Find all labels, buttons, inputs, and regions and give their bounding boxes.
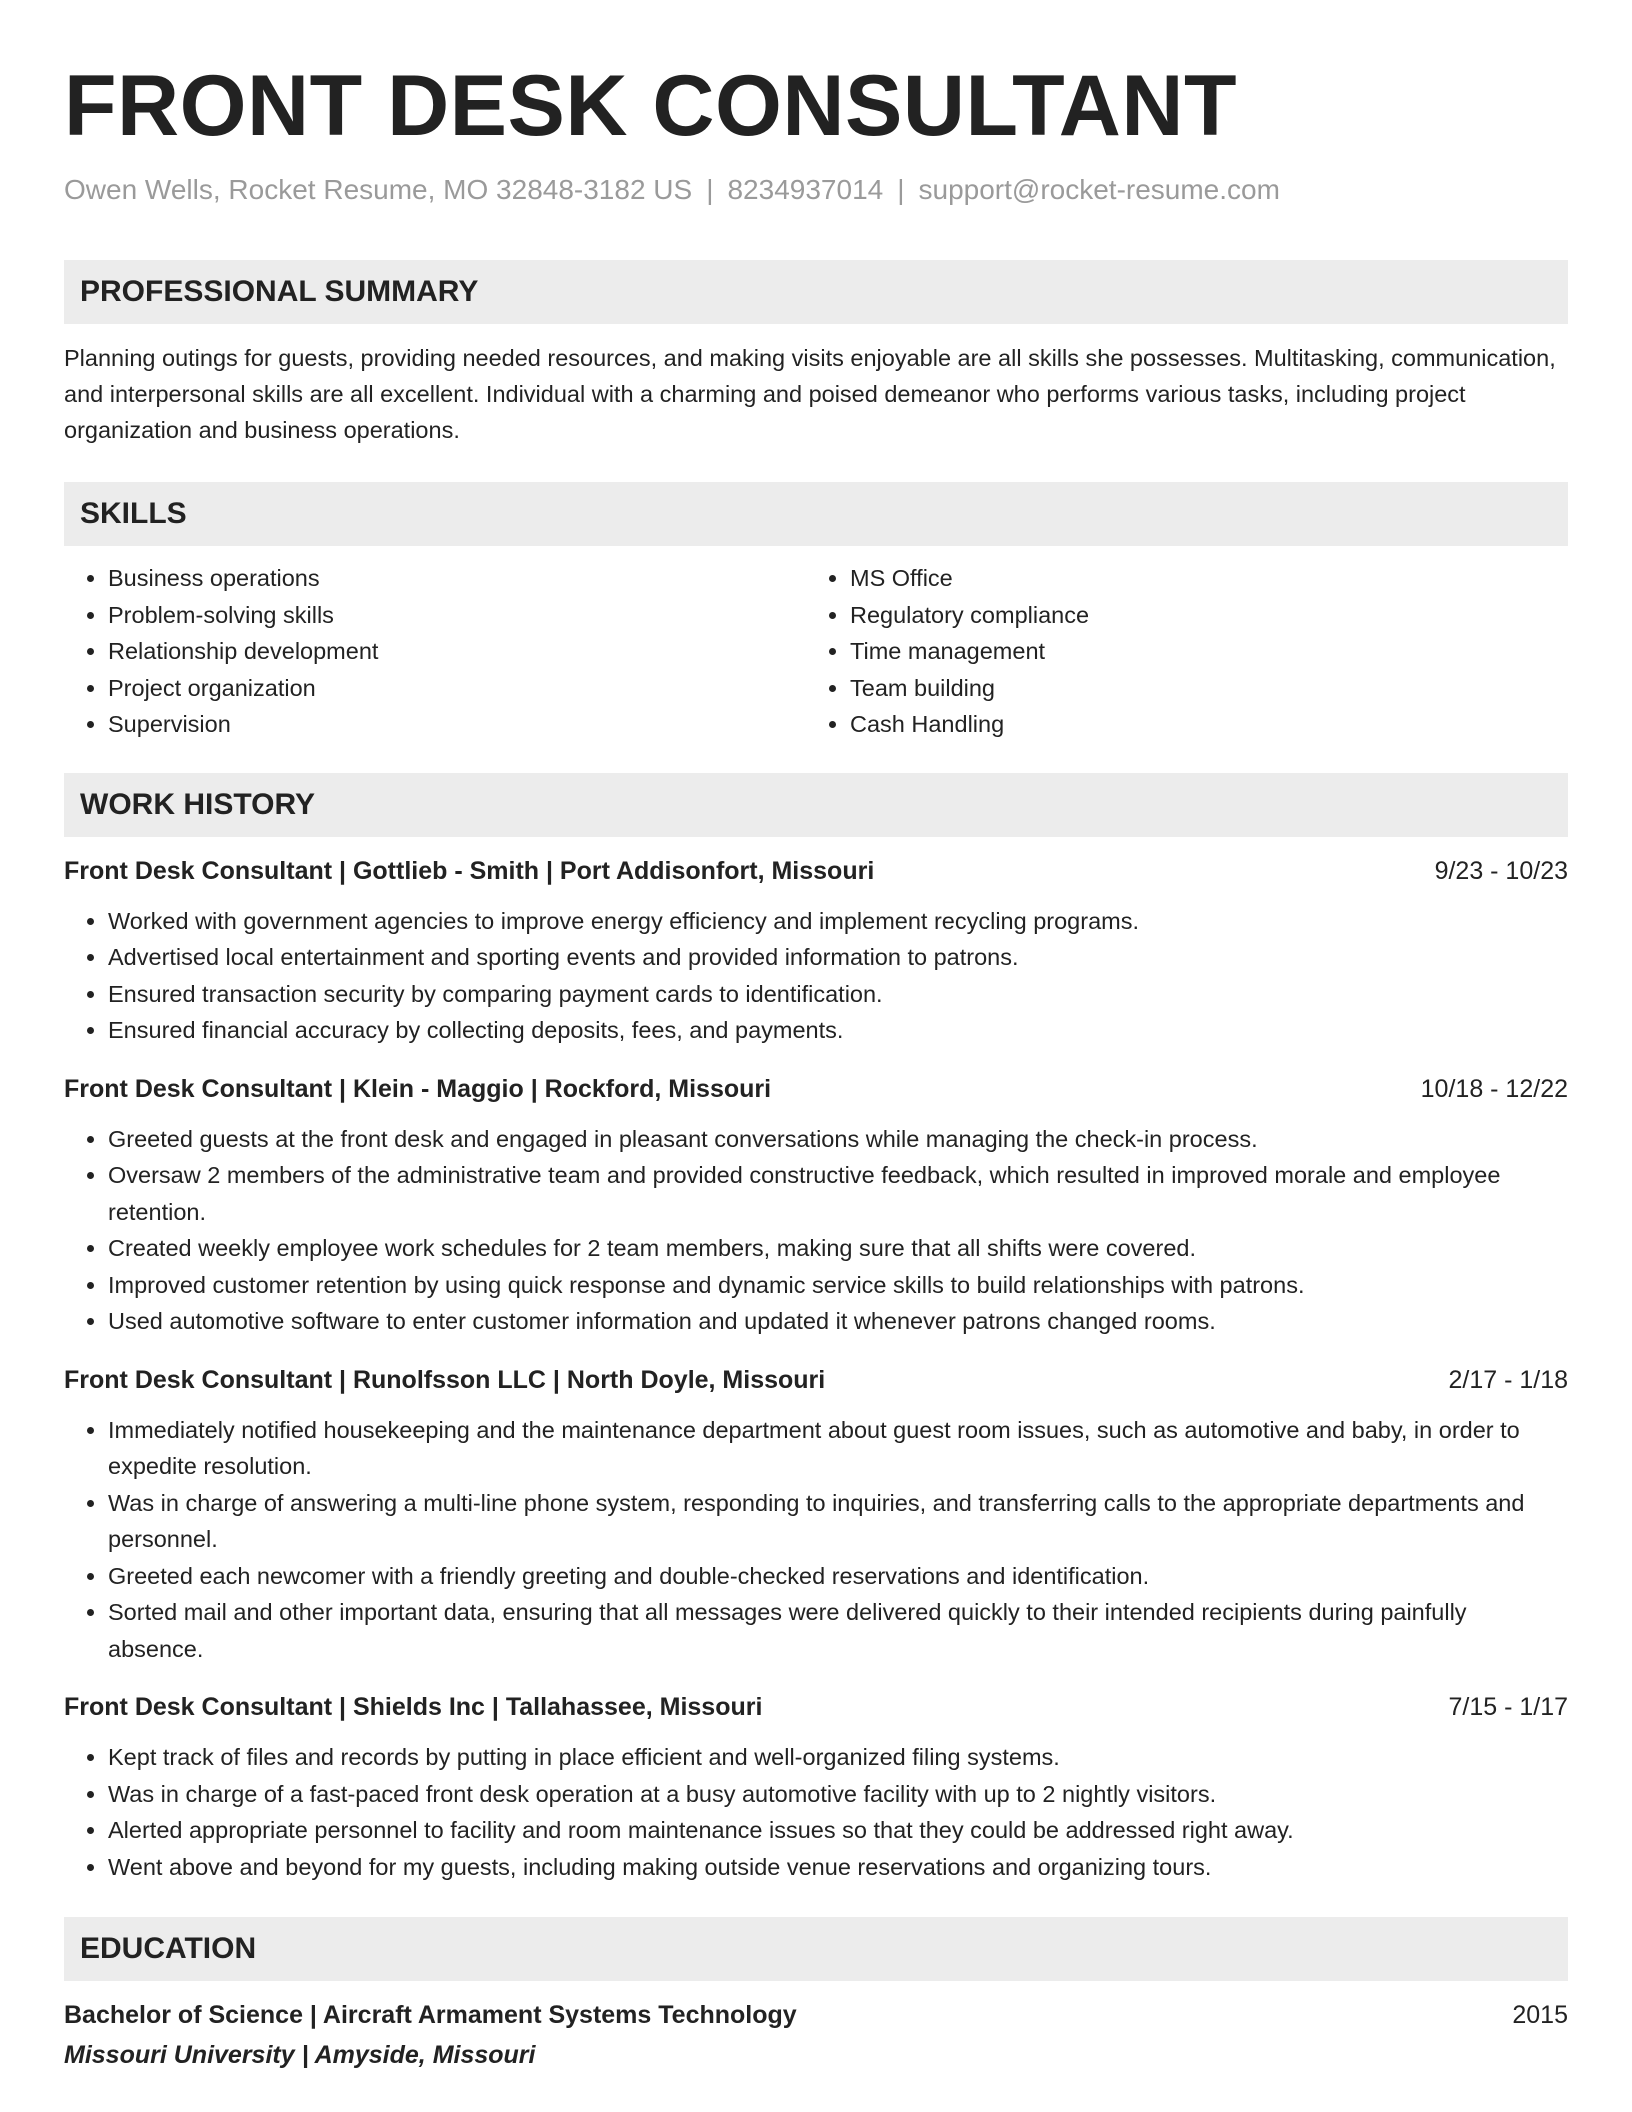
job-title-line: Front Desk Consultant | Shields Inc | Tallahassee, Missouri <box>64 1693 763 1721</box>
contact-separator: | <box>706 174 714 205</box>
education-school-line: Missouri University | Amyside, Missouri <box>64 2041 536 2069</box>
section-header-work-history: WORK HISTORY <box>64 773 1568 837</box>
job-dates: 9/23 - 10/23 <box>1434 856 1568 885</box>
job-title-line: Front Desk Consultant | Gottlieb - Smith | Port Addisonfort, Missouri <box>64 856 875 885</box>
job-bullet: • Oversaw 2 members of the administrative team and provided constructive feedback, which resulted in improved morale and employee retention. <box>108 1157 1568 1230</box>
job-bullet: • Immediately notified housekeeping and the maintenance department about guest room issues, such as automotive and baby, in order to expedite resolution. <box>108 1412 1568 1485</box>
job-heading <box>64 1360 1568 1400</box>
job-bullet: • Ensured financial accuracy by collecting deposits, fees, and payments. <box>108 1012 1568 1049</box>
resume-title: FRONT DESK CONSULTANT <box>64 58 1238 154</box>
contact-email: support@rocket-resume.com <box>918 174 1280 205</box>
job-bullets <box>64 1739 1568 1885</box>
job-bullets <box>64 903 1568 1049</box>
job-entry <box>64 1069 1568 1340</box>
education-degree-line: Bachelor of Science | Aircraft Armament Systems Technology <box>64 2001 797 2029</box>
job-heading <box>64 1687 1568 1727</box>
contact-address: Owen Wells, Rocket Resume, MO 32848-3182 US <box>64 174 693 205</box>
skill-item: • Time management <box>850 633 1548 670</box>
skill-item: • Problem-solving skills <box>108 597 806 634</box>
section-header-skills: SKILLS <box>64 482 1568 546</box>
contact-separator: | <box>897 174 905 205</box>
job-dates: 7/15 - 1/17 <box>1448 1693 1568 1721</box>
skill-item: • Relationship development <box>108 633 806 670</box>
job-bullet: • Greeted each newcomer with a friendly greeting and double-checked reservations and identification. <box>108 1558 1568 1595</box>
skills-list-left <box>64 560 806 743</box>
job-bullets <box>64 1412 1568 1668</box>
education-year: 2015 <box>1512 2001 1568 2029</box>
job-bullet: • Advertised local entertainment and sporting events and provided information to patrons. <box>108 939 1568 976</box>
job-bullet: • Alerted appropriate personnel to facility and room maintenance issues so that they could be addressed right away. <box>108 1812 1568 1849</box>
job-bullet: • Worked with government agencies to improve energy efficiency and implement recycling programs. <box>108 903 1568 940</box>
job-bullet: • Greeted guests at the front desk and engaged in pleasant conversations while managing the check-in process. <box>108 1121 1568 1158</box>
skill-item: • MS Office <box>850 560 1548 597</box>
job-entry <box>64 1687 1568 1885</box>
skills-list-right <box>806 560 1548 743</box>
job-entry <box>64 851 1568 1049</box>
skill-item: • Project organization <box>108 670 806 707</box>
skill-item: • Business operations <box>108 560 806 597</box>
job-bullet: • Was in charge of answering a multi-line phone system, responding to inquiries, and transferring calls to the appropriate departments and personnel. <box>108 1485 1568 1558</box>
education-heading <box>64 1995 1568 2035</box>
job-bullet: • Used automotive software to enter customer information and updated it whenever patrons changed rooms. <box>108 1303 1568 1340</box>
job-bullets <box>64 1121 1568 1340</box>
job-title-line: Front Desk Consultant | Klein - Maggio | Rockford, Missouri <box>64 1074 772 1103</box>
contact-phone: 8234937014 <box>727 174 884 205</box>
section-header-education: EDUCATION <box>64 1917 1568 1981</box>
section-header-summary: PROFESSIONAL SUMMARY <box>64 260 1568 324</box>
skill-item: • Regulatory compliance <box>850 597 1548 634</box>
job-heading <box>64 851 1568 891</box>
skill-item: • Cash Handling <box>850 706 1548 743</box>
contact-line <box>64 172 1568 208</box>
job-bullet: • Improved customer retention by using quick response and dynamic service skills to build relationships with patrons. <box>108 1267 1568 1304</box>
job-bullet: • Ensured transaction security by comparing payment cards to identification. <box>108 976 1568 1013</box>
job-bullet: • Created weekly employee work schedules for 2 team members, making sure that all shifts were covered. <box>108 1230 1568 1267</box>
job-dates: 10/18 - 12/22 <box>1420 1074 1568 1103</box>
job-bullet: • Went above and beyond for my guests, including making outside venue reservations and organizing tours. <box>108 1849 1568 1886</box>
job-bullet: • Kept track of files and records by putting in place efficient and well-organized filing systems. <box>108 1739 1568 1776</box>
job-title-line: Front Desk Consultant | Runolfsson LLC | North Doyle, Missouri <box>64 1365 826 1394</box>
job-bullet: • Sorted mail and other important data, ensuring that all messages were delivered quickly to their intended recipients during painfully absence. <box>108 1594 1568 1667</box>
job-dates: 2/17 - 1/18 <box>1448 1365 1568 1394</box>
skills-grid <box>64 560 1568 743</box>
skill-item: • Team building <box>850 670 1548 707</box>
job-entry <box>64 1360 1568 1668</box>
education-entry <box>64 1995 1568 2075</box>
summary-text: Planning outings for guests, providing needed resources, and making visits enjoyable are all skills she possesses. Multitasking, communication, and interpersonal skills are all excellent. Individual with a charming and poised demeanor who performs various tasks, including project organization and business operations. <box>64 345 1556 443</box>
skill-item: • Supervision <box>108 706 806 743</box>
job-bullet: • Was in charge of a fast-paced front desk operation at a busy automotive facility with up to 2 nightly visitors. <box>108 1776 1568 1813</box>
job-heading <box>64 1069 1568 1109</box>
